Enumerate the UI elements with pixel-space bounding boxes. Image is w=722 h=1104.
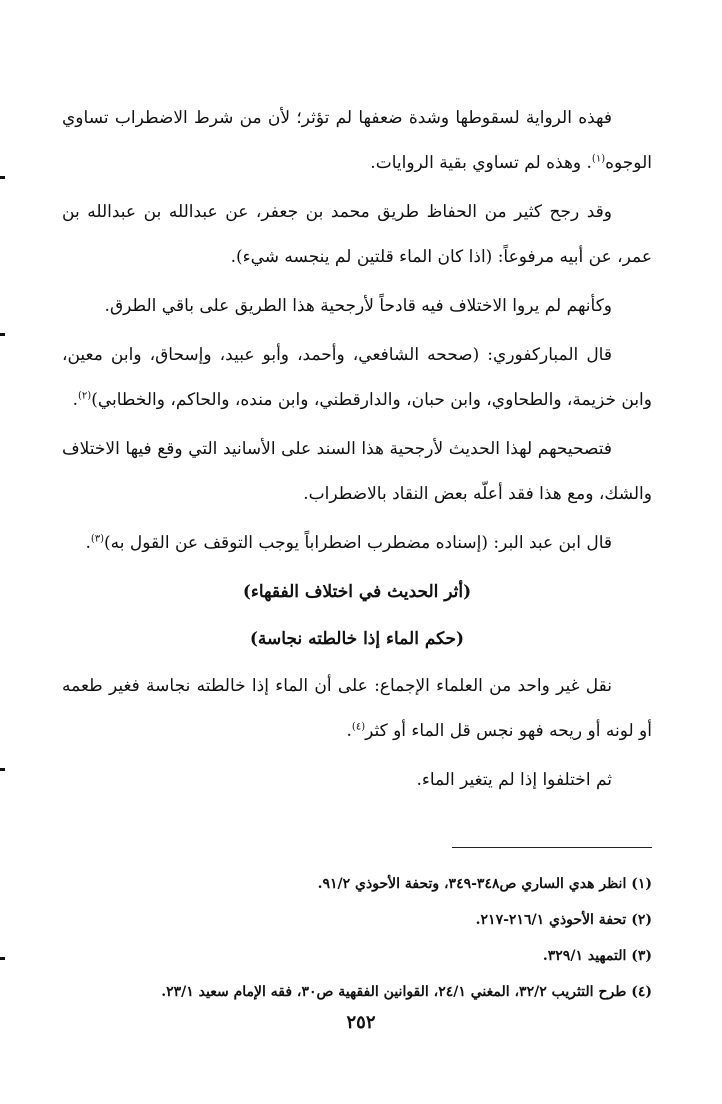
page-number: ٢٥٢ — [346, 1012, 376, 1033]
paragraph-4-text: قال المباركفوري: (صححه الشافعي، وأحمد، وأبو عبيد، وإسحاق، وابن معين، وابن خزيمة، والطحاوي، وابن حبان، والدارقطني، وابن منده، والحاكم، والخطابي) — [62, 345, 652, 410]
margin-mark — [0, 333, 5, 336]
paragraph-4-after: . — [72, 390, 79, 410]
paragraph-1 — [62, 96, 652, 186]
paragraph-1-after: . وهذه لم تساوي بقية الروايات. — [370, 153, 592, 173]
footnote-3: (٣) التمهيد ٣٢٩/١. — [542, 948, 652, 964]
paragraph-6 — [62, 521, 652, 566]
footnote-ref-2: (٢) — [78, 390, 92, 402]
footnote-ref-3: (٣) — [90, 533, 105, 545]
paragraph-4 — [62, 333, 652, 423]
footnote-divider — [452, 847, 652, 848]
margin-mark — [0, 768, 5, 771]
footnote-ref-1: (١) — [591, 153, 606, 165]
paragraph-5: فتصحيحهم لهذا الحديث لأرجحية هذا السند على الأسانيد التي وقع فيها الاختلاف والشك، ومع هذا فقد أعلّه بعض النقاد بالاضطراب. — [62, 439, 652, 504]
paragraph-6-text: قال ابن عبد البر: (إسناده مضطرب اضطراباً يوجب التوقف عن القول به) — [104, 533, 612, 553]
footnote-2: (٢) تحفة الأحوذي ٢١٦/١-٢١٧. — [475, 912, 652, 928]
section-heading: (أثر الحديث في اختلاف الفقهاء) — [242, 582, 472, 602]
margin-mark — [0, 176, 5, 179]
subsection-heading: (حكم الماء إذا خالطته نجاسة) — [249, 629, 465, 649]
paragraph-3: وكأنهم لم يروا الاختلاف فيه قادحاً لأرجحية هذا الطريق على باقي الطرق. — [104, 296, 612, 316]
paragraph-7-after: . — [346, 721, 352, 741]
page-body — [62, 96, 652, 807]
footnotes — [62, 866, 652, 1010]
paragraph-7 — [62, 664, 652, 754]
paragraph-8: ثم اختلفوا إذا لم يتغير الماء. — [416, 770, 612, 790]
margin-mark — [0, 957, 5, 960]
paragraph-1-text: فهذه الرواية لسقوطها وشدة ضعفها لم تؤثر؛ لأن من شرط الاضطراب تساوي الوجوه — [62, 108, 652, 173]
footnote-ref-4: (٤) — [351, 721, 366, 733]
footnote-4: (٤) طرح التثريب ٣٢/٢، المغني ٢٤/١، القوانين الفقهية ص٣٠، فقه الإمام سعيد ٢٣/١. — [161, 984, 652, 1000]
footnote-1: (١) انظر هدي الساري ص٣٤٨-٣٤٩، وتحفة الأحوذي ٩١/٢. — [317, 876, 652, 892]
paragraph-6-after: . — [85, 533, 91, 553]
paragraph-2: وقد رجح كثير من الحفاظ طريق محمد بن جعفر، عن عبدالله بن عبدالله بن عمر، عن أبيه مرفوعاً: (اذا كان الماء قلتين لم ينجسه شيء). — [62, 202, 652, 267]
paragraph-7-text: نقل غير واحد من العلماء الإجماع: على أن الماء إذا خالطته نجاسة فغير طعمه أو لونه أو ريحه فهو نجس قل الماء أو كثر — [62, 676, 652, 741]
